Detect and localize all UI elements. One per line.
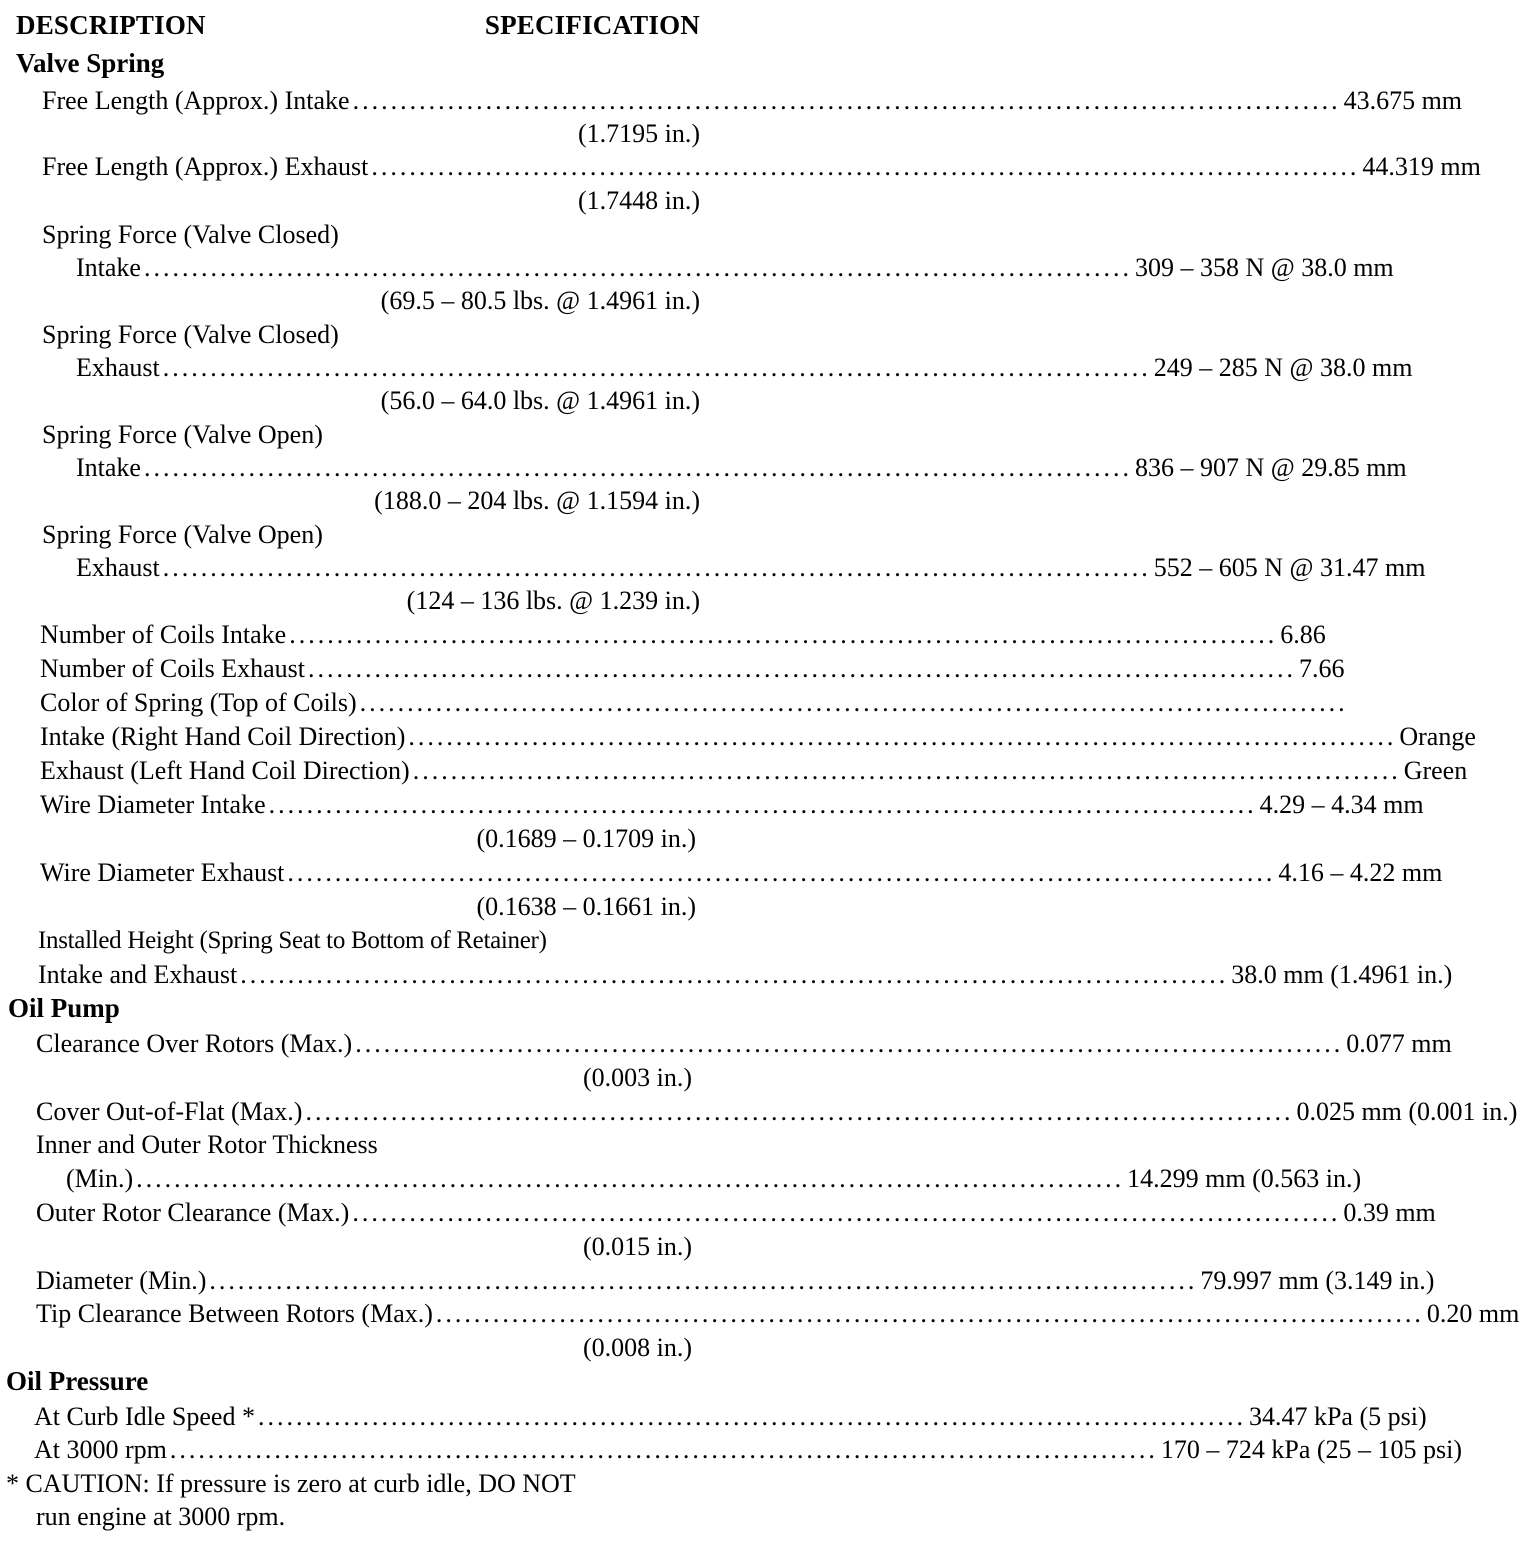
spec-row <box>42 84 1463 117</box>
spec-value: 79.997 mm (3.149 in.) <box>1200 1266 1435 1295</box>
spec-label: Color of Spring (Top of Coils) <box>40 688 357 717</box>
spec-row <box>76 551 1426 584</box>
dot-leader: ........................................................................................................ <box>289 620 1278 649</box>
dot-leader: ........................................................................................................ <box>162 353 1151 382</box>
dot-leader: ........................................................................................................ <box>352 86 1341 115</box>
spec-value: Orange <box>1399 722 1476 751</box>
spec-value-continuation: (0.015 in.) <box>582 1232 692 1261</box>
spec-subheading: Installed Height (Spring Seat to Bottom of Retainer) <box>38 927 547 954</box>
spec-value: 836 – 907 N @ 29.85 mm <box>1134 453 1407 482</box>
spec-label: (Min.) <box>66 1164 134 1193</box>
spec-value: 309 – 358 N @ 38.0 mm <box>1134 253 1394 282</box>
dot-leader: ........................................................................................................ <box>136 1164 1125 1193</box>
spec-row <box>34 1400 1427 1433</box>
spec-label: Intake and Exhaust <box>38 960 238 989</box>
dot-leader: ........................................................................................................ <box>287 858 1276 887</box>
spec-row <box>76 351 1413 384</box>
spec-value-continuation: (1.7195 in.) <box>577 119 700 148</box>
spec-value: 0.025 mm (0.001 in.) <box>1296 1097 1518 1126</box>
spec-subheading: Spring Force (Valve Open) <box>42 420 323 449</box>
spec-value: 44.319 mm <box>1362 152 1481 181</box>
spec-row <box>40 618 1326 651</box>
spec-label: Free Length (Approx.) Exhaust <box>42 152 369 181</box>
spec-value-continuation: (1.7448 in.) <box>577 186 700 215</box>
spec-value-continuation: (0.008 in.) <box>582 1333 692 1362</box>
spec-label: Exhaust (Left Hand Coil Direction) <box>40 756 410 785</box>
spec-row <box>76 251 1394 284</box>
dot-leader: ........................................................................................................ <box>435 1299 1424 1328</box>
spec-value: 38.0 mm (1.4961 in.) <box>1231 960 1453 989</box>
spec-value: 6.86 <box>1280 620 1326 649</box>
spec-value: Green <box>1403 756 1468 785</box>
spec-row <box>40 754 1468 787</box>
spec-value: 4.29 – 4.34 mm <box>1259 790 1424 819</box>
dot-leader: ........................................................................................................ <box>268 790 1257 819</box>
spec-label: Number of Coils Exhaust <box>40 654 306 683</box>
dot-leader: ........................................................................................................ <box>257 1402 1246 1431</box>
spec-value: 0.20 mm <box>1426 1299 1519 1328</box>
dot-leader: ........................................................................................................ <box>143 453 1132 482</box>
spec-label: Intake <box>76 253 141 282</box>
dot-leader: ........................................................................................................ <box>408 722 1397 751</box>
spec-label: Wire Diameter Exhaust <box>40 858 285 887</box>
spec-label: Clearance Over Rotors (Max.) <box>36 1029 353 1058</box>
spec-row <box>42 150 1481 183</box>
spec-row <box>36 1027 1452 1060</box>
spec-value: 14.299 mm (0.563 in.) <box>1127 1164 1362 1193</box>
spec-value: 552 – 605 N @ 31.47 mm <box>1153 553 1426 582</box>
spec-label: Diameter (Min.) <box>36 1266 207 1295</box>
spec-subheading: Spring Force (Valve Closed) <box>42 220 339 249</box>
spec-value: 249 – 285 N @ 38.0 mm <box>1153 353 1413 382</box>
spec-value-continuation: (124 – 136 lbs. @ 1.239 in.) <box>406 586 700 615</box>
spec-value-continuation: (69.5 – 80.5 lbs. @ 1.4961 in.) <box>380 286 700 315</box>
spec-value-continuation: (56.0 – 64.0 lbs. @ 1.4961 in.) <box>380 386 700 415</box>
spec-label: Intake (Right Hand Coil Direction) <box>40 722 406 751</box>
specification-header: SPECIFICATION <box>484 10 700 40</box>
spec-subheading: Inner and Outer Rotor Thickness <box>36 1130 378 1159</box>
dot-leader: ........................................................................................................ <box>308 654 1297 683</box>
spec-row <box>40 856 1443 889</box>
spec-row <box>66 1162 1362 1195</box>
spec-value: 0.39 mm <box>1343 1198 1436 1227</box>
dot-leader: ........................................................................................................ <box>371 152 1360 181</box>
spec-row <box>40 720 1476 753</box>
spec-value-continuation: (0.1638 – 0.1661 in.) <box>476 892 696 921</box>
spec-row <box>34 1433 1463 1466</box>
spec-label: Exhaust <box>76 353 160 382</box>
spec-label: Wire Diameter Intake <box>40 790 266 819</box>
spec-label: Cover Out-of-Flat (Max.) <box>36 1097 303 1126</box>
spec-value: 170 – 724 kPa (25 – 105 psi) <box>1160 1435 1463 1464</box>
spec-value: 0.077 mm <box>1346 1029 1452 1058</box>
spec-row <box>40 788 1424 821</box>
spec-value-continuation: (188.0 – 204 lbs. @ 1.1594 in.) <box>374 486 700 515</box>
spec-value: 34.47 kPa (5 psi) <box>1248 1402 1427 1431</box>
spec-row <box>36 1196 1436 1229</box>
spec-row <box>36 1264 1435 1297</box>
dot-leader: ........................................................................................................ <box>169 1435 1158 1464</box>
spec-row <box>76 451 1407 484</box>
caution-note: * CAUTION: If pressure is zero at curb idle, DO NOT <box>6 1469 576 1498</box>
spec-value: 4.16 – 4.22 mm <box>1278 858 1443 887</box>
dot-leader: ........................................................................................................ <box>240 960 1229 989</box>
section-title-valve-spring: Valve Spring <box>16 48 165 78</box>
spec-subheading: Spring Force (Valve Open) <box>42 520 323 549</box>
spec-row <box>38 958 1453 991</box>
dot-leader: ........................................................................................................ <box>359 688 1348 717</box>
spec-row <box>36 1297 1519 1330</box>
spec-label: Outer Rotor Clearance (Max.) <box>36 1198 350 1227</box>
section-title-oil-pump: Oil Pump <box>8 993 120 1023</box>
spec-label: At Curb Idle Speed * <box>34 1402 255 1431</box>
spec-label: At 3000 rpm <box>34 1435 167 1464</box>
spec-label: Tip Clearance Between Rotors (Max.) <box>36 1299 433 1328</box>
spec-value: 7.66 <box>1299 654 1345 683</box>
spec-label: Intake <box>76 453 141 482</box>
dot-leader: ........................................................................................................ <box>305 1097 1294 1126</box>
section-title-oil-pressure: Oil Pressure <box>6 1366 149 1396</box>
dot-leader: ........................................................................................................ <box>143 253 1132 282</box>
dot-leader: ........................................................................................................ <box>209 1266 1198 1295</box>
spec-value-continuation: (0.003 in.) <box>582 1063 692 1092</box>
spec-row <box>40 652 1345 685</box>
description-header: DESCRIPTION <box>16 10 206 40</box>
dot-leader: ........................................................................................................ <box>355 1029 1344 1058</box>
spec-value-continuation: (0.1689 – 0.1709 in.) <box>476 824 696 853</box>
spec-row <box>36 1095 1518 1128</box>
dot-leader: ........................................................................................................ <box>162 553 1151 582</box>
spec-value: 43.675 mm <box>1343 86 1463 115</box>
spec-row <box>40 686 1348 719</box>
spec-label: Exhaust <box>76 553 160 582</box>
dot-leader: ........................................................................................................ <box>412 756 1401 785</box>
spec-label: Free Length (Approx.) Intake <box>42 86 350 115</box>
caution-note-continuation: run engine at 3000 rpm. <box>36 1502 286 1531</box>
dot-leader: ........................................................................................................ <box>352 1198 1341 1227</box>
spec-label: Number of Coils Intake <box>40 620 287 649</box>
spec-subheading: Spring Force (Valve Closed) <box>42 320 339 349</box>
